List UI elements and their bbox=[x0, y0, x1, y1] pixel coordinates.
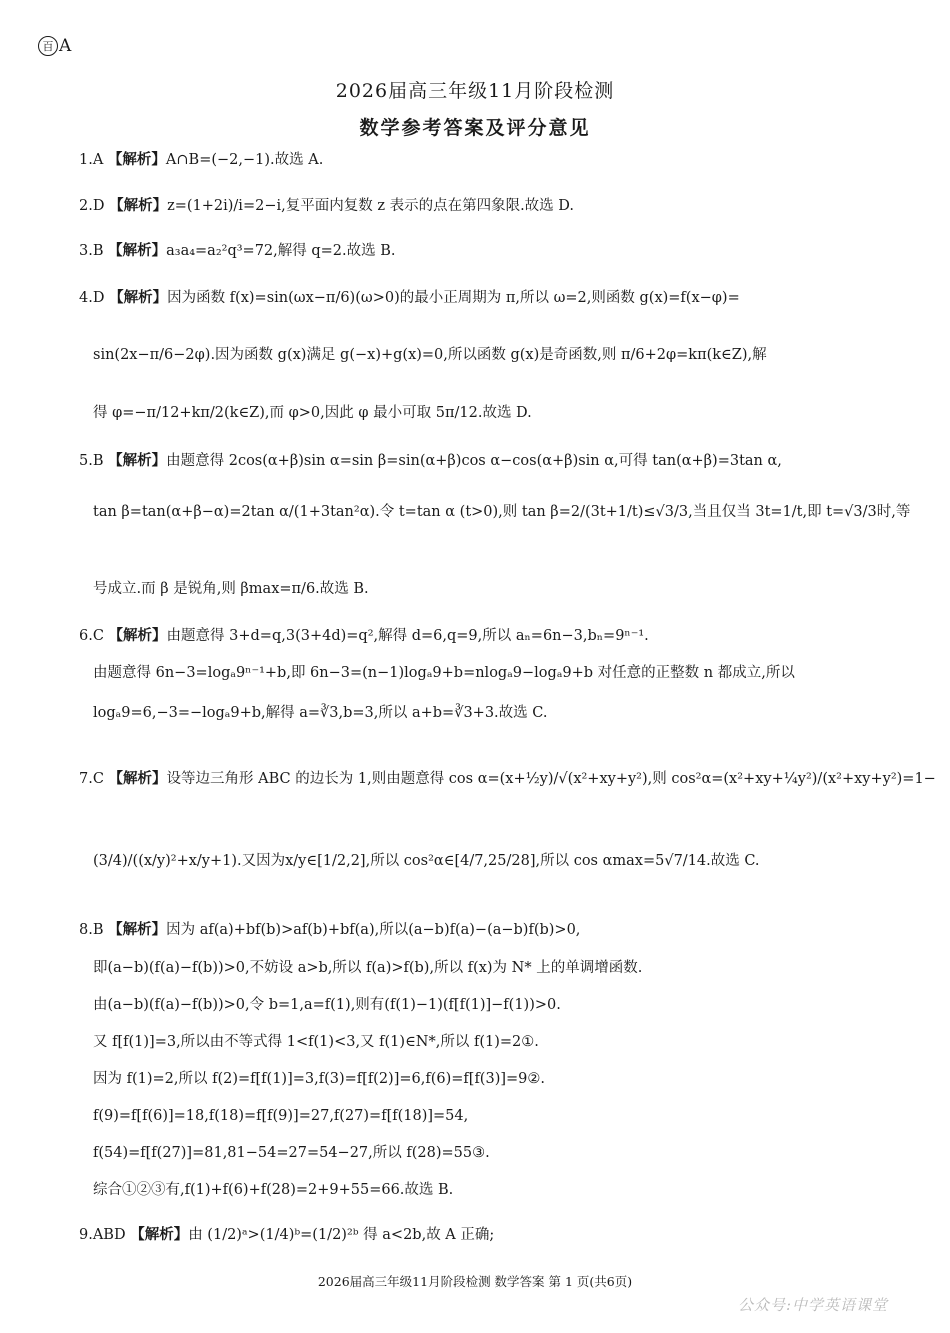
answer-5-line-3: 号成立.而 β 是锐角,则 βmax=π/6.故选 B. bbox=[93, 581, 369, 597]
answer-6-line-2: 由题意得 6n−3=logₐ9ⁿ⁻¹+b,即 6n−3=(n−1)logₐ9+b=nlogₐ9−logₐ9+b 对任意的正整数 n 都成立,所以 bbox=[93, 665, 795, 681]
answer-4-line-3: 得 φ=−π/12+kπ/2(k∈Z),而 φ>0,因此 φ 最小可取 5π/12.故选 D. bbox=[93, 405, 532, 421]
analysis-tag: 【解析】 bbox=[130, 1226, 189, 1243]
answer-7-line-1: 设等边三角形 ABC 的边长为 1,则由题意得 cos α=(x+½y)/√(x²+xy+y²),则 cos²α=(x²+xy+¼y²)/(x²+xy+y²)=1− bbox=[166, 771, 936, 787]
answer-1 bbox=[79, 150, 323, 170]
answer-8-line-7: f(54)=f[f(27)]=81,81−54=27=54−27,所以 f(28)=55③. bbox=[93, 1145, 490, 1161]
answer-2 bbox=[79, 196, 574, 216]
answer-2-number: 2.D bbox=[79, 198, 105, 214]
answer-8-line-2: 即(a−b)(f(a)−f(b))>0,不妨设 a>b,所以 f(a)>f(b),所以 f(x)为 N* 上的单调增函数. bbox=[93, 960, 643, 976]
answer-9-number: 9.ABD bbox=[79, 1227, 126, 1243]
answer-8-line-5: 因为 f(1)=2,所以 f(2)=f[f(1)]=3,f(3)=f[f(2)]=6,f(6)=f[f(3)]=9②. bbox=[93, 1071, 545, 1087]
answer-8-line-6: f(9)=f[f(6)]=18,f(18)=f[f(9)]=27,f(27)=f[f(18)]=54, bbox=[93, 1108, 469, 1124]
answer-9 bbox=[79, 1225, 494, 1245]
answer-5-line-1: 由题意得 2cos(α+β)sin α=sin β=sin(α+β)cos α−cos(α+β)sin α,可得 tan(α+β)=3tan α, bbox=[166, 453, 782, 469]
answer-4-number: 4.D bbox=[79, 290, 105, 306]
answer-7-number: 7.C bbox=[79, 771, 104, 787]
analysis-tag: 【解析】 bbox=[108, 242, 167, 259]
answer-3-number: 3.B bbox=[79, 243, 104, 259]
answer-4-line-2: sin(2x−π/6−2φ).因为函数 g(x)满足 g(−x)+g(x)=0,所以函数 g(x)是奇函数,则 π/6+2φ=kπ(k∈Z),解 bbox=[93, 347, 767, 363]
answer-5 bbox=[79, 451, 782, 471]
answer-2-text: z=(1+2i)/i=2−i,复平面内复数 z 表示的点在第四象限.故选 D. bbox=[167, 198, 575, 214]
analysis-tag: 【解析】 bbox=[108, 627, 167, 644]
answer-1-number: 1.A bbox=[79, 152, 104, 168]
corner-letter: A bbox=[59, 36, 72, 56]
answer-3-text: a₃a₄=a₂²q³=72,解得 q=2.故选 B. bbox=[166, 243, 396, 259]
analysis-tag: 【解析】 bbox=[108, 921, 167, 938]
page-title: 2026届高三年级11月阶段检测 bbox=[335, 80, 615, 102]
watermark: 公众号:中学英语课堂 bbox=[737, 1296, 888, 1314]
answer-6 bbox=[79, 626, 649, 646]
answer-8-line-1: 因为 af(a)+bf(b)>af(b)+bf(a),所以(a−b)f(a)−(a−b)f(b)>0, bbox=[166, 922, 581, 938]
answer-6-line-1: 由题意得 3+d=q,3(3+4d)=q²,解得 d=6,q=9,所以 aₙ=6n−3,bₙ=9ⁿ⁻¹. bbox=[166, 628, 649, 644]
answer-7 bbox=[79, 769, 936, 789]
answer-5-number: 5.B bbox=[79, 453, 104, 469]
analysis-tag: 【解析】 bbox=[109, 289, 168, 306]
answer-8-line-3: 由(a−b)(f(a)−f(b))>0,令 b=1,a=f(1),则有(f(1)−1)(f[f(1)]−f(1))>0. bbox=[93, 997, 561, 1013]
answer-6-number: 6.C bbox=[79, 628, 104, 644]
answer-4-line-1: 因为函数 f(x)=sin(ωx−π/6)(ω>0)的最小正周期为 π,所以 ω=2,则函数 g(x)=f(x−φ)= bbox=[167, 290, 740, 306]
answer-8-line-4: 又 f[f(1)]=3,所以由不等式得 1<f(1)<3,又 f(1)∈N*,所以 f(1)=2①. bbox=[93, 1034, 539, 1050]
answer-8 bbox=[79, 920, 580, 940]
page-footer: 2026届高三年级11月阶段检测 数学答案 第 1 页(共6页) bbox=[317, 1274, 633, 1289]
answer-7-line-2: (3/4)/((x/y)²+x/y+1).又因为x/y∈[1/2,2],所以 cos²α∈[4/7,25/28],所以 cos αmax=5√7/14.故选 C. bbox=[93, 853, 760, 869]
analysis-tag: 【解析】 bbox=[109, 197, 168, 214]
answer-8-line-8: 综合①②③有,f(1)+f(6)+f(28)=2+9+55=66.故选 B. bbox=[93, 1182, 454, 1198]
analysis-tag: 【解析】 bbox=[108, 770, 167, 787]
answer-8-number: 8.B bbox=[79, 922, 104, 938]
analysis-tag: 【解析】 bbox=[108, 452, 167, 469]
corner-circle-mark: 百 bbox=[38, 36, 58, 56]
answer-9-text: 由 (1/2)ᵃ>(1/4)ᵇ=(1/2)²ᵇ 得 a<2b,故 A 正确; bbox=[188, 1227, 495, 1243]
answer-6-line-3: logₐ9=6,−3=−logₐ9+b,解得 a=∛3,b=3,所以 a+b=∛3+3.故选 C. bbox=[93, 705, 548, 721]
answer-1-text: A∩B=(−2,−1).故选 A. bbox=[165, 152, 324, 168]
corner-mark bbox=[38, 36, 71, 56]
analysis-tag: 【解析】 bbox=[107, 151, 166, 168]
answer-3 bbox=[79, 241, 396, 261]
page-subtitle: 数学参考答案及评分意见 bbox=[359, 117, 591, 139]
answer-4 bbox=[79, 288, 740, 308]
answer-5-line-2: tan β=tan(α+β−α)=2tan α/(1+3tan²α).令 t=tan α (t>0),则 tan β=2/(3t+1/t)≤√3/3,当且仅当 3t=1/t,即 t=√3/3时,等 bbox=[93, 504, 911, 520]
